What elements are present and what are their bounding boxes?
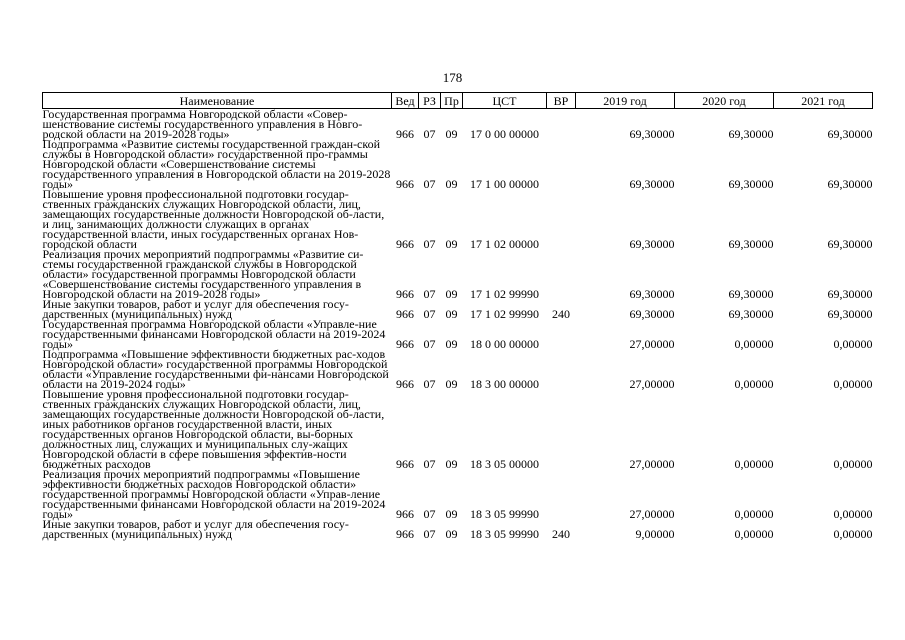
row-pr: 09 xyxy=(445,527,458,541)
row-value-2019: 27,00000 xyxy=(629,507,675,521)
row-ved: 966 xyxy=(396,287,414,301)
page-number: 178 xyxy=(442,70,463,85)
row-ved: 966 xyxy=(396,127,414,141)
row-value-2020: 69,30000 xyxy=(728,237,774,251)
row-value-2020: 0,00000 xyxy=(734,527,774,541)
header-2020: 2020 год xyxy=(675,93,774,109)
row-rz: 07 xyxy=(423,457,436,471)
header-pr: Пр xyxy=(441,93,463,109)
row-value-2021: 69,30000 xyxy=(827,237,873,251)
row-name: Реализация прочих мероприятий подпрограммы «Развитие си-стемы государственной гражданской службы в Новгородской области» государственной программы Новгородской области «Совершенствование системы государственного управления в Новгородской области на 2019-2028 годы» xyxy=(42,247,364,301)
row-pr: 09 xyxy=(445,127,458,141)
table-row xyxy=(43,139,873,189)
row-pr: 09 xyxy=(445,457,458,471)
row-pr: 09 xyxy=(445,177,458,191)
row-vr xyxy=(547,109,576,140)
row-cst: 17 1 02 99990 xyxy=(470,287,539,301)
row-value-2019: 69,30000 xyxy=(629,127,675,141)
row-rz: 07 xyxy=(423,127,436,141)
row-cst: 17 1 02 00000 xyxy=(470,237,539,251)
row-value-2020: 0,00000 xyxy=(734,507,774,521)
row-cst: 18 3 00 00000 xyxy=(470,377,539,391)
row-name: Государственная программа Новгородской области «Управле-ние государственными финансами Новгородской области на 2019-2024 годы» xyxy=(42,317,386,351)
row-value-2021: 0,00000 xyxy=(833,377,873,391)
table-row xyxy=(43,319,873,349)
row-ved: 966 xyxy=(396,507,414,521)
row-name: Государственная программа Новгородской области «Совер-шенствование системы государственного управления в Новго-родской области на 2019-2028 годы» xyxy=(42,107,363,141)
row-value-2021: 69,30000 xyxy=(827,287,873,301)
row-cst: 18 3 05 00000 xyxy=(470,457,539,471)
row-name: Подпрограмма «Повышение эффективности бюджетных рас-ходов Новгородской области» государственной программы Новгородской области «Управление государственными фи-нансами Новгородской области на 2019-2024 годы» xyxy=(42,347,389,391)
row-pr: 09 xyxy=(445,377,458,391)
row-value-2020: 0,00000 xyxy=(734,377,774,391)
row-value-2021: 69,30000 xyxy=(827,177,873,191)
row-value-2019: 69,30000 xyxy=(629,237,675,251)
table-row xyxy=(43,469,873,519)
row-name: Повышение уровня профессиональной подготовки государ-ственных гражданских служащих Новгородской области, лиц, замещающих государственные должности Новгородской об-ласти, и лиц, занимающих должности служащих в органах государственной власти, иных государственных органах Нов-городской области xyxy=(42,187,385,251)
row-cst: 17 1 02 99990 xyxy=(470,307,539,321)
row-value-2020: 69,30000 xyxy=(728,177,774,191)
row-ved: 966 xyxy=(396,337,414,351)
table-row xyxy=(43,249,873,299)
row-cst: 18 0 00 00000 xyxy=(470,337,539,351)
row-ved: 966 xyxy=(396,177,414,191)
row-ved: 966 xyxy=(396,237,414,251)
row-rz: 07 xyxy=(423,337,436,351)
row-name: Реализация прочих мероприятий подпрограммы «Повышение эффективности бюджетных расходов Новгородской области» государственной программы Новгородской области «Управ-ление государственными финансами Новгородской области на 2019-2024 годы» xyxy=(42,467,386,521)
row-value-2020: 0,00000 xyxy=(734,337,774,351)
row-rz: 07 xyxy=(423,237,436,251)
header-name: Наименование xyxy=(43,93,392,109)
row-value-2019: 27,00000 xyxy=(629,377,675,391)
row-value-2019: 27,00000 xyxy=(629,337,675,351)
row-value-2020: 0,00000 xyxy=(734,457,774,471)
header-2021: 2021 год xyxy=(774,93,873,109)
header-vr: ВР xyxy=(547,93,576,109)
row-name: Подпрограмма «Развитие системы государственной граждан-ской службы в Новгородской области» государственной про-граммы Новгородской области «Совершенствование системы государственного управления в Новгородской области на 2019-2028 годы» xyxy=(42,137,391,191)
header-cst: ЦСТ xyxy=(463,93,547,109)
row-rz: 07 xyxy=(423,507,436,521)
header-ved: Вед xyxy=(392,93,419,109)
budget-table xyxy=(42,92,873,539)
row-pr: 09 xyxy=(445,287,458,301)
row-name: Повышение уровня профессиональной подготовки государ-ственных гражданских служащих Новгородской области, лиц, замещающих государственные должности Новгородской об-ласти, иных работников органов государственной власти, иных государственных органов Новгородской области, вы-борных должностных лиц, служащих и муниципальных слу-жащих Новгородской области в сфере повышения эффектив-ности бюджетных расходов xyxy=(42,387,385,471)
row-value-2021: 0,00000 xyxy=(833,527,873,541)
row-vr xyxy=(547,249,576,299)
row-cst: 18 3 05 99990 xyxy=(470,527,539,541)
row-pr: 09 xyxy=(445,337,458,351)
row-rz: 07 xyxy=(423,377,436,391)
row-ved: 966 xyxy=(396,377,414,391)
header-rz: РЗ xyxy=(419,93,441,109)
row-vr xyxy=(547,389,576,469)
row-vr xyxy=(547,319,576,349)
row-ved: 966 xyxy=(396,457,414,471)
table-row xyxy=(43,299,873,319)
row-value-2021: 0,00000 xyxy=(833,507,873,521)
row-ved: 966 xyxy=(396,527,414,541)
table-row xyxy=(43,349,873,389)
row-vr xyxy=(547,349,576,389)
row-vr xyxy=(547,469,576,519)
row-value-2021: 0,00000 xyxy=(833,457,873,471)
row-name: Иные закупки товаров, работ и услуг для обеспечения госу-дарственных (муниципальных) нужд xyxy=(42,517,349,541)
row-pr: 09 xyxy=(445,237,458,251)
row-vr xyxy=(547,189,576,249)
row-rz: 07 xyxy=(423,307,436,321)
table-row xyxy=(43,189,873,249)
row-cst: 18 3 05 99990 xyxy=(470,507,539,521)
row-rz: 07 xyxy=(423,287,436,301)
row-value-2019: 27,00000 xyxy=(629,457,675,471)
row-vr xyxy=(547,139,576,189)
table-body xyxy=(43,109,873,540)
row-value-2021: 69,30000 xyxy=(827,127,873,141)
row-vr: 240 xyxy=(552,527,570,541)
row-ved: 966 xyxy=(396,307,414,321)
row-cst: 17 0 00 00000 xyxy=(470,127,539,141)
row-pr: 09 xyxy=(445,307,458,321)
table-row xyxy=(43,109,873,140)
row-rz: 07 xyxy=(423,177,436,191)
row-vr: 240 xyxy=(552,307,570,321)
header-2019: 2019 год xyxy=(576,93,675,109)
row-value-2021: 0,00000 xyxy=(833,337,873,351)
row-cst: 17 1 00 00000 xyxy=(470,177,539,191)
row-name: Иные закупки товаров, работ и услуг для обеспечения госу-дарственных (муниципальных) нужд xyxy=(42,297,349,321)
row-value-2019: 69,30000 xyxy=(629,287,675,301)
row-value-2020: 69,30000 xyxy=(728,287,774,301)
row-pr: 09 xyxy=(445,507,458,521)
table-row xyxy=(43,389,873,469)
table-row xyxy=(43,519,873,539)
row-value-2020: 69,30000 xyxy=(728,307,774,321)
row-rz: 07 xyxy=(423,527,436,541)
row-value-2019: 9,00000 xyxy=(635,527,675,541)
row-value-2019: 69,30000 xyxy=(629,177,675,191)
row-value-2020: 69,30000 xyxy=(728,127,774,141)
row-value-2019: 69,30000 xyxy=(629,307,675,321)
row-value-2021: 69,30000 xyxy=(827,307,873,321)
